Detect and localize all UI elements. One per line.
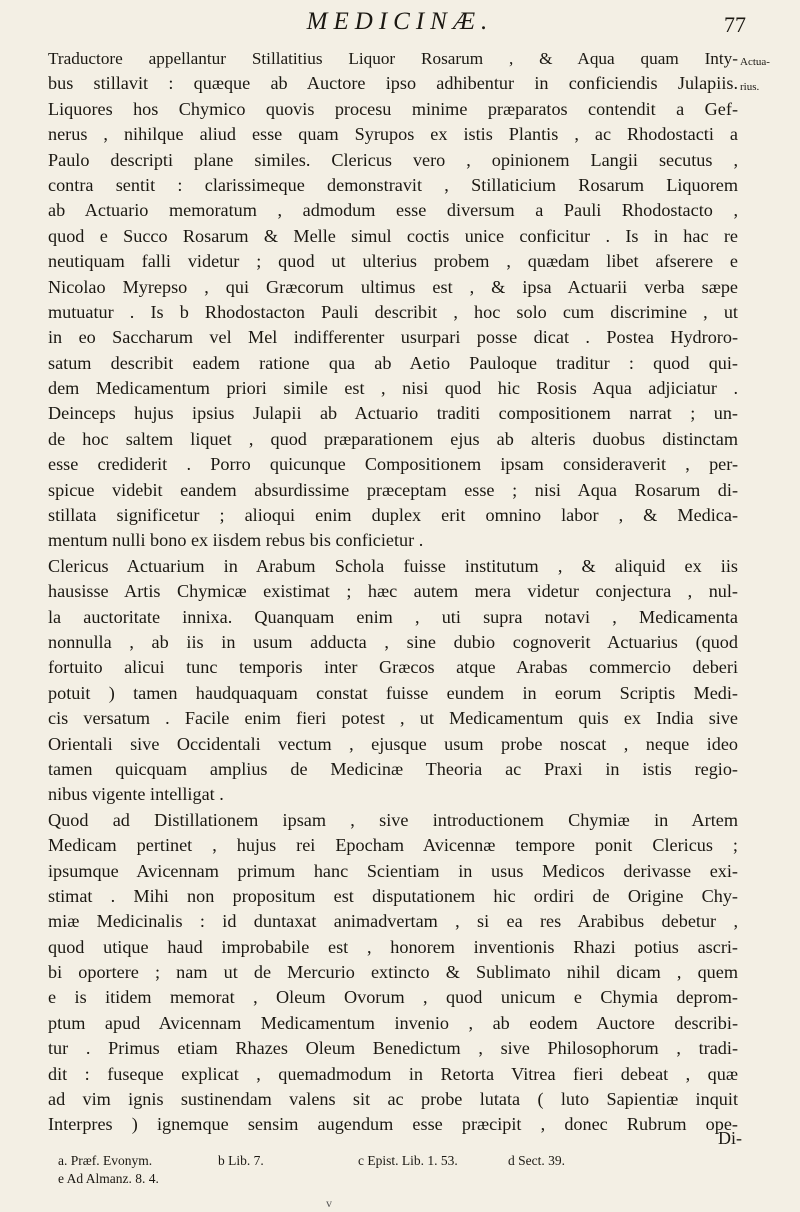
text-line: fortuito alicui tunc temporis inter Græcos atque Arabas commercio deberi — [48, 657, 738, 678]
running-head: MEDICINÆ. — [306, 8, 494, 35]
text-line: dem Medicamentum priori simile est , nisi quod hic Rosis Aqua adjiciatur . — [48, 378, 738, 399]
text-line: Deinceps hujus ipsius Julapii ab Actuario traditi compositionem narrat ; un- — [48, 403, 738, 424]
text-line: bi oportere ; nam ut de Mercurio extincto & Sublimato nihil dicam , quem — [48, 962, 738, 983]
footnote: e Ad Almanz. 8. 4. — [58, 1171, 159, 1186]
text-line: Orientali sive Occidentali vectum , ejusque usum probe noscat , neque ideo — [48, 733, 738, 754]
text-line: neutiquam falli videtur ; quod ut ulterius probem , quædam libet afserere e — [48, 251, 738, 272]
text-line: quod e Succo Rosarum & Melle simul coctis unice conficitur . Is in hac re — [48, 225, 738, 246]
text-line: Traductore appellantur Stillatitius Liquor Rosarum , & Aqua quam Inty- — [48, 49, 738, 68]
text-line: e is itidem memorat , Oleum Ovorum , quod unicum e Chymia deprom- — [48, 987, 738, 1008]
page-header — [0, 6, 800, 44]
text-line: bus stillavit : quæque ab Auctore ipso adhibentur in conficiendis Julapiis. — [48, 73, 738, 94]
text-line: spicue videbit eandem absurdissime præceptam esse ; nisi Aqua Rosarum di- — [48, 479, 738, 500]
text-line: hausisse Artis Chymicæ existimat ; hæc autem mera videtur conjectura , nul- — [48, 581, 738, 602]
text-line: ipsumque Avicennam primum hanc Scientiam in usus Medicos derivasse exi- — [48, 860, 738, 881]
footnotes — [58, 1152, 658, 1188]
text-line: nibus vigente intelligat . — [48, 784, 224, 805]
text-line: ab Actuario memoratum , admodum esse diversum a Pauli Rhodostacto , — [48, 200, 738, 221]
footnote-row — [58, 1152, 658, 1170]
footnote: b Lib. 7. — [218, 1153, 264, 1168]
footnote: c Epist. Lib. 1. 53. — [358, 1153, 458, 1168]
text-line: contra sentit : clarissimeque demonstravit , Stillaticium Rosarum Liquorem — [48, 174, 738, 195]
text-line: Interpres ) ignemque sensim augendum esse præcipit , donec Rubrum ope- — [48, 1114, 738, 1135]
text-line: Paulo descripti plane similes. Clericus vero , opinionem Langii secutus , — [48, 149, 738, 170]
footnote: d Sect. 39. — [508, 1153, 565, 1168]
text-line: Medicam pertinet , hujus rei Epocham Avicennæ tempore ponit Clericus ; — [48, 835, 738, 856]
text-line: nerus , nihilque aliud esse quam Syrupos ex istis Plantis , ac Rhodostacti a — [48, 124, 738, 145]
text-line: mentum nulli bono ex iisdem rebus bis conficietur . — [48, 530, 424, 551]
text-line: quod utique haud improbabile est , honorem inventionis Rhazi potius ascri- — [48, 936, 738, 957]
text-line: esse crediderit . Porro quicunque Compositionem ipsam consideraverit , per- — [48, 454, 738, 475]
text-line: Nicolao Myrepso , qui Græcorum ultimus est , & ipsa Actuarii verba sæpe — [48, 276, 738, 297]
footnote: a. Præf. Evonym. — [58, 1153, 153, 1168]
text-line: tur . Primus etiam Rhazes Oleum Benedictum , sive Philosophorum , tradi- — [48, 1038, 738, 1059]
text-line: Liquores hos Chymico quovis procesu minime præparatos contendit a Gef- — [48, 98, 738, 119]
text-line: la auctoritate innixa. Quanquam enim , uti supra notavi , Medicamenta — [48, 606, 738, 627]
text-line: ad vim ignis sustinendam valens sit ac probe lutata ( luto Sapientiæ inquit — [48, 1089, 738, 1110]
text-line: Clericus Actuarium in Arabum Schola fuisse institutum , & aliquid ex iis — [48, 555, 738, 576]
footnote-row — [58, 1170, 658, 1188]
catchword: Di- — [718, 1128, 742, 1148]
margin-note: rius. — [740, 81, 760, 94]
text-line: tamen quicquam amplius de Medicinæ Theoria ac Praxi in istis regio- — [48, 758, 738, 779]
text-line: mutuatur . Is b Rhodostacton Pauli describit , hoc solo cum discrimine , ut — [48, 301, 738, 322]
text-line: satum describit eadem ratione qua ab Aetio Pauloque traditur : quod qui- — [48, 352, 738, 373]
text-line: potuit ) tamen haudquaquam constat fuisse eundem in eorum Scriptis Medi- — [48, 682, 738, 703]
text-line: Quod ad Distillationem ipsam , sive introductionem Chymiæ in Artem — [48, 809, 738, 830]
text-line: cis versatum . Facile enim fieri potest , ut Medicamentum quis ex India sive — [48, 708, 738, 729]
text-line: dit : fuseque explicat , quemadmodum in Retorta Vitrea fieri debeat , quæ — [48, 1063, 738, 1084]
text-line: ptum apud Avicennam Medicamentum invenio , ab eodem Auctore describi- — [48, 1012, 738, 1033]
text-line: in eo Saccharum vel Mel indifferenter usurpari posse dicat . Postea Hydroro- — [48, 327, 738, 348]
text-line: stimat . Mihi non propositum est disputationem hic ordiri de Origine Chy- — [48, 885, 738, 906]
margin-note-column — [740, 50, 800, 101]
stray-mark: v — [326, 1196, 332, 1210]
body-text — [48, 46, 738, 1138]
text-line: miæ Medicinalis : id duntaxat animadvertam , si ea res Arabibus debetur , — [48, 911, 738, 932]
text-line: de hoc saltem liquet , quod præparationem ejus ab alteris duobus distinctam — [48, 428, 738, 449]
text-line: stillata significetur ; alioqui enim duplex erit omnino labor , & Medica- — [48, 505, 738, 526]
text-line: nonnulla , ab iis in usum adducta , sine dubio cognoverit Actuarius (quod — [48, 631, 738, 652]
page-number: 77 — [724, 12, 746, 37]
margin-note: Actua- — [740, 56, 770, 68]
